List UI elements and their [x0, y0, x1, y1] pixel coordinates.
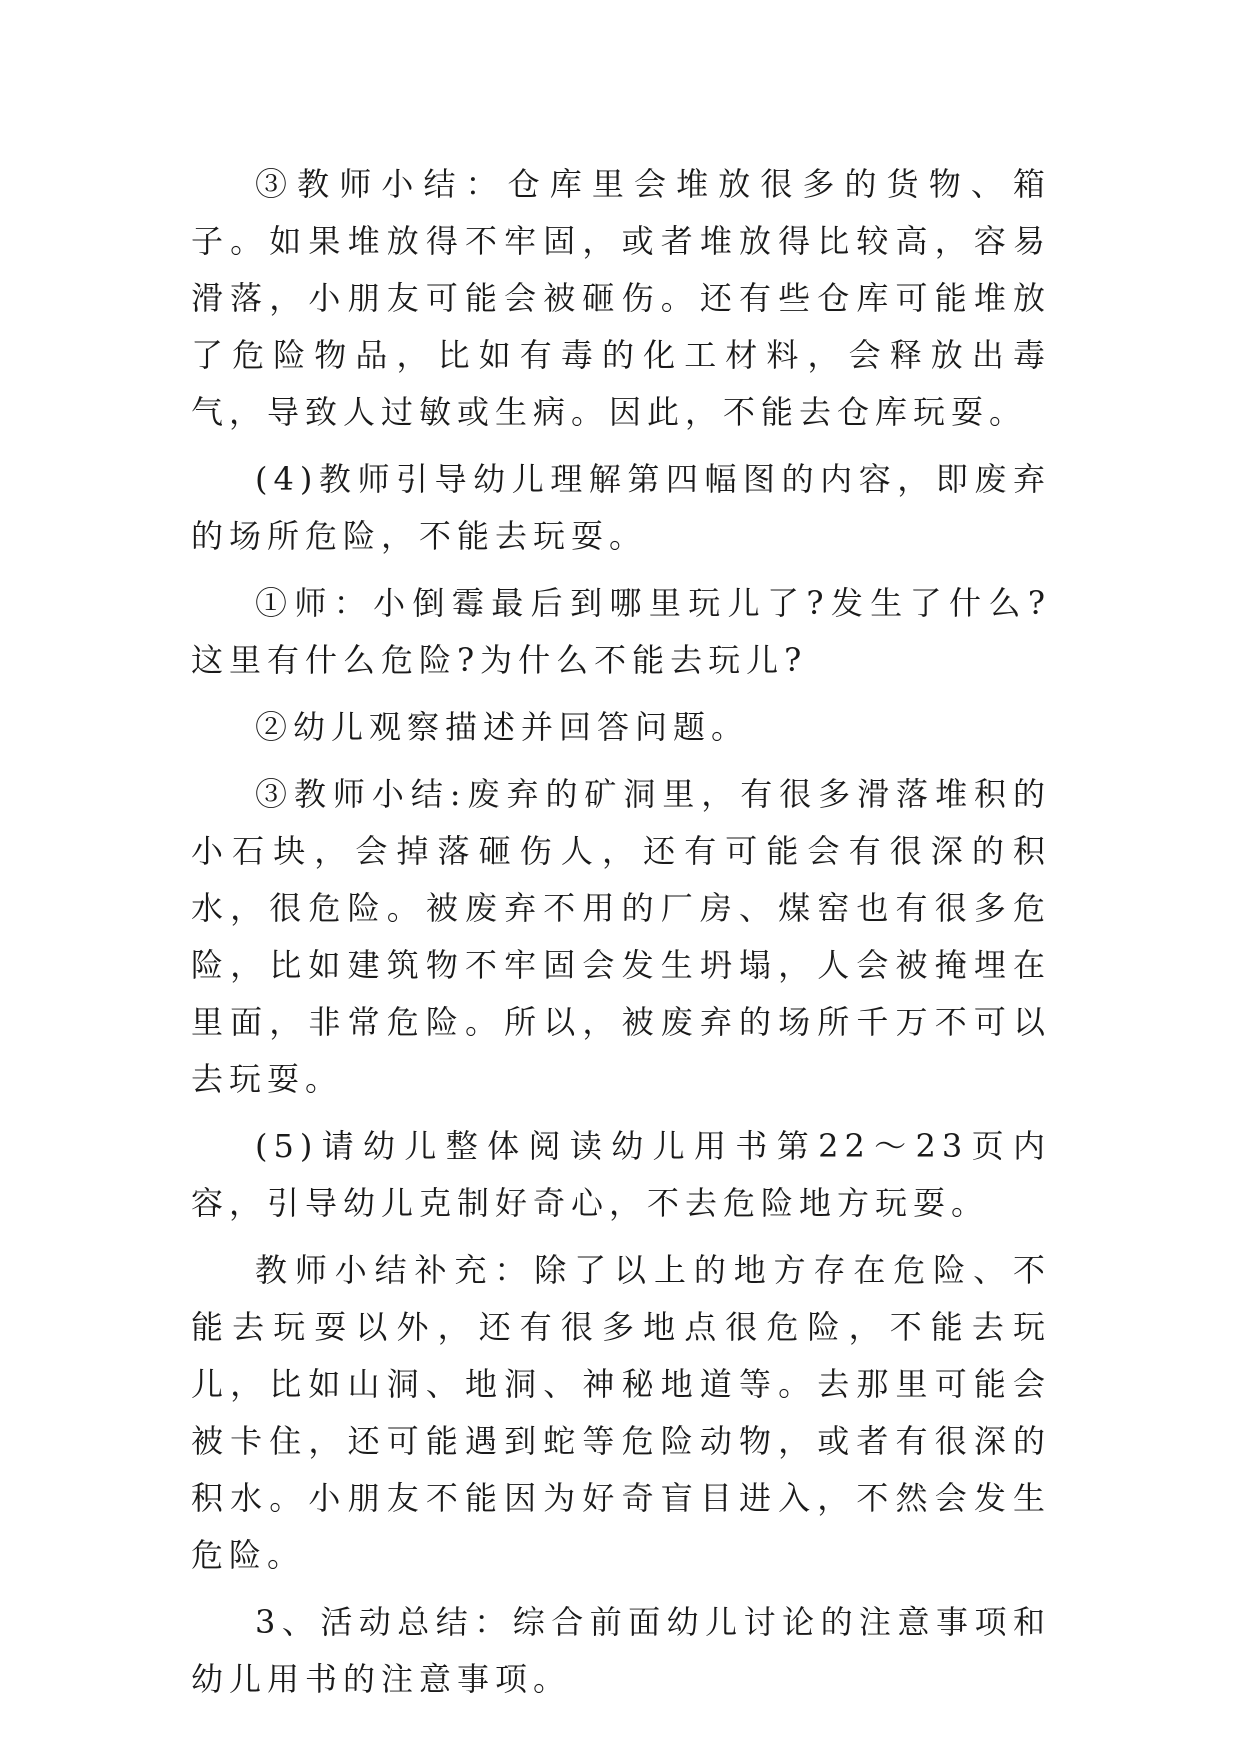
paragraph-children-observe: ②幼儿观察描述并回答问题。: [255, 708, 750, 746]
paragraph-step-5: (5)请幼儿整体阅读幼儿用书第22～23页内容，引导幼儿克制好奇心，不去危险地方玩耍。: [191, 1127, 1051, 1222]
paragraph-step-4: (4)教师引导幼儿理解第四幅图的内容，即废弃的场所危险，不能去玩耍。: [191, 460, 1051, 555]
paragraph-teacher-summary-warehouse: ③教师小结：仓库里会堆放很多的货物、箱子。如果堆放得不牢固，或者堆放得比较高，容易滑落，小朋友可能会被砸伤。还有些仓库可能堆放了危险物品，比如有毒的化工材料，会释放出毒气，导致人过敏或生病。因此，不能去仓库玩耍。: [191, 165, 1051, 431]
paragraph-activity-summary: 3、活动总结：综合前面幼儿讨论的注意事项和幼儿用书的注意事项。: [191, 1603, 1051, 1698]
paragraph-teacher-question: ①师：小倒霉最后到哪里玩儿了?发生了什么?这里有什么危险?为什么不能去玩儿?: [191, 584, 1051, 679]
document-body: [191, 156, 1051, 1708]
paragraph-teacher-summary-supplement: 教师小结补充：除了以上的地方存在危险、不能去玩耍以外，还有很多地点很危险，不能去玩儿，比如山洞、地洞、神秘地道等。去那里可能会被卡住，还可能遇到蛇等危险动物，或者有很深的积水。小朋友不能因为好奇盲目进入，不然会发生危险。: [191, 1251, 1051, 1574]
paragraph-teacher-summary-abandoned: ③教师小结:废弃的矿洞里，有很多滑落堆积的小石块，会掉落砸伤人，还有可能会有很深的积水，很危险。被废弃不用的厂房、煤窑也有很多危险，比如建筑物不牢固会发生坍塌，人会被掩埋在里面，非常危险。所以，被废弃的场所千万不可以去玩耍。: [191, 775, 1051, 1098]
